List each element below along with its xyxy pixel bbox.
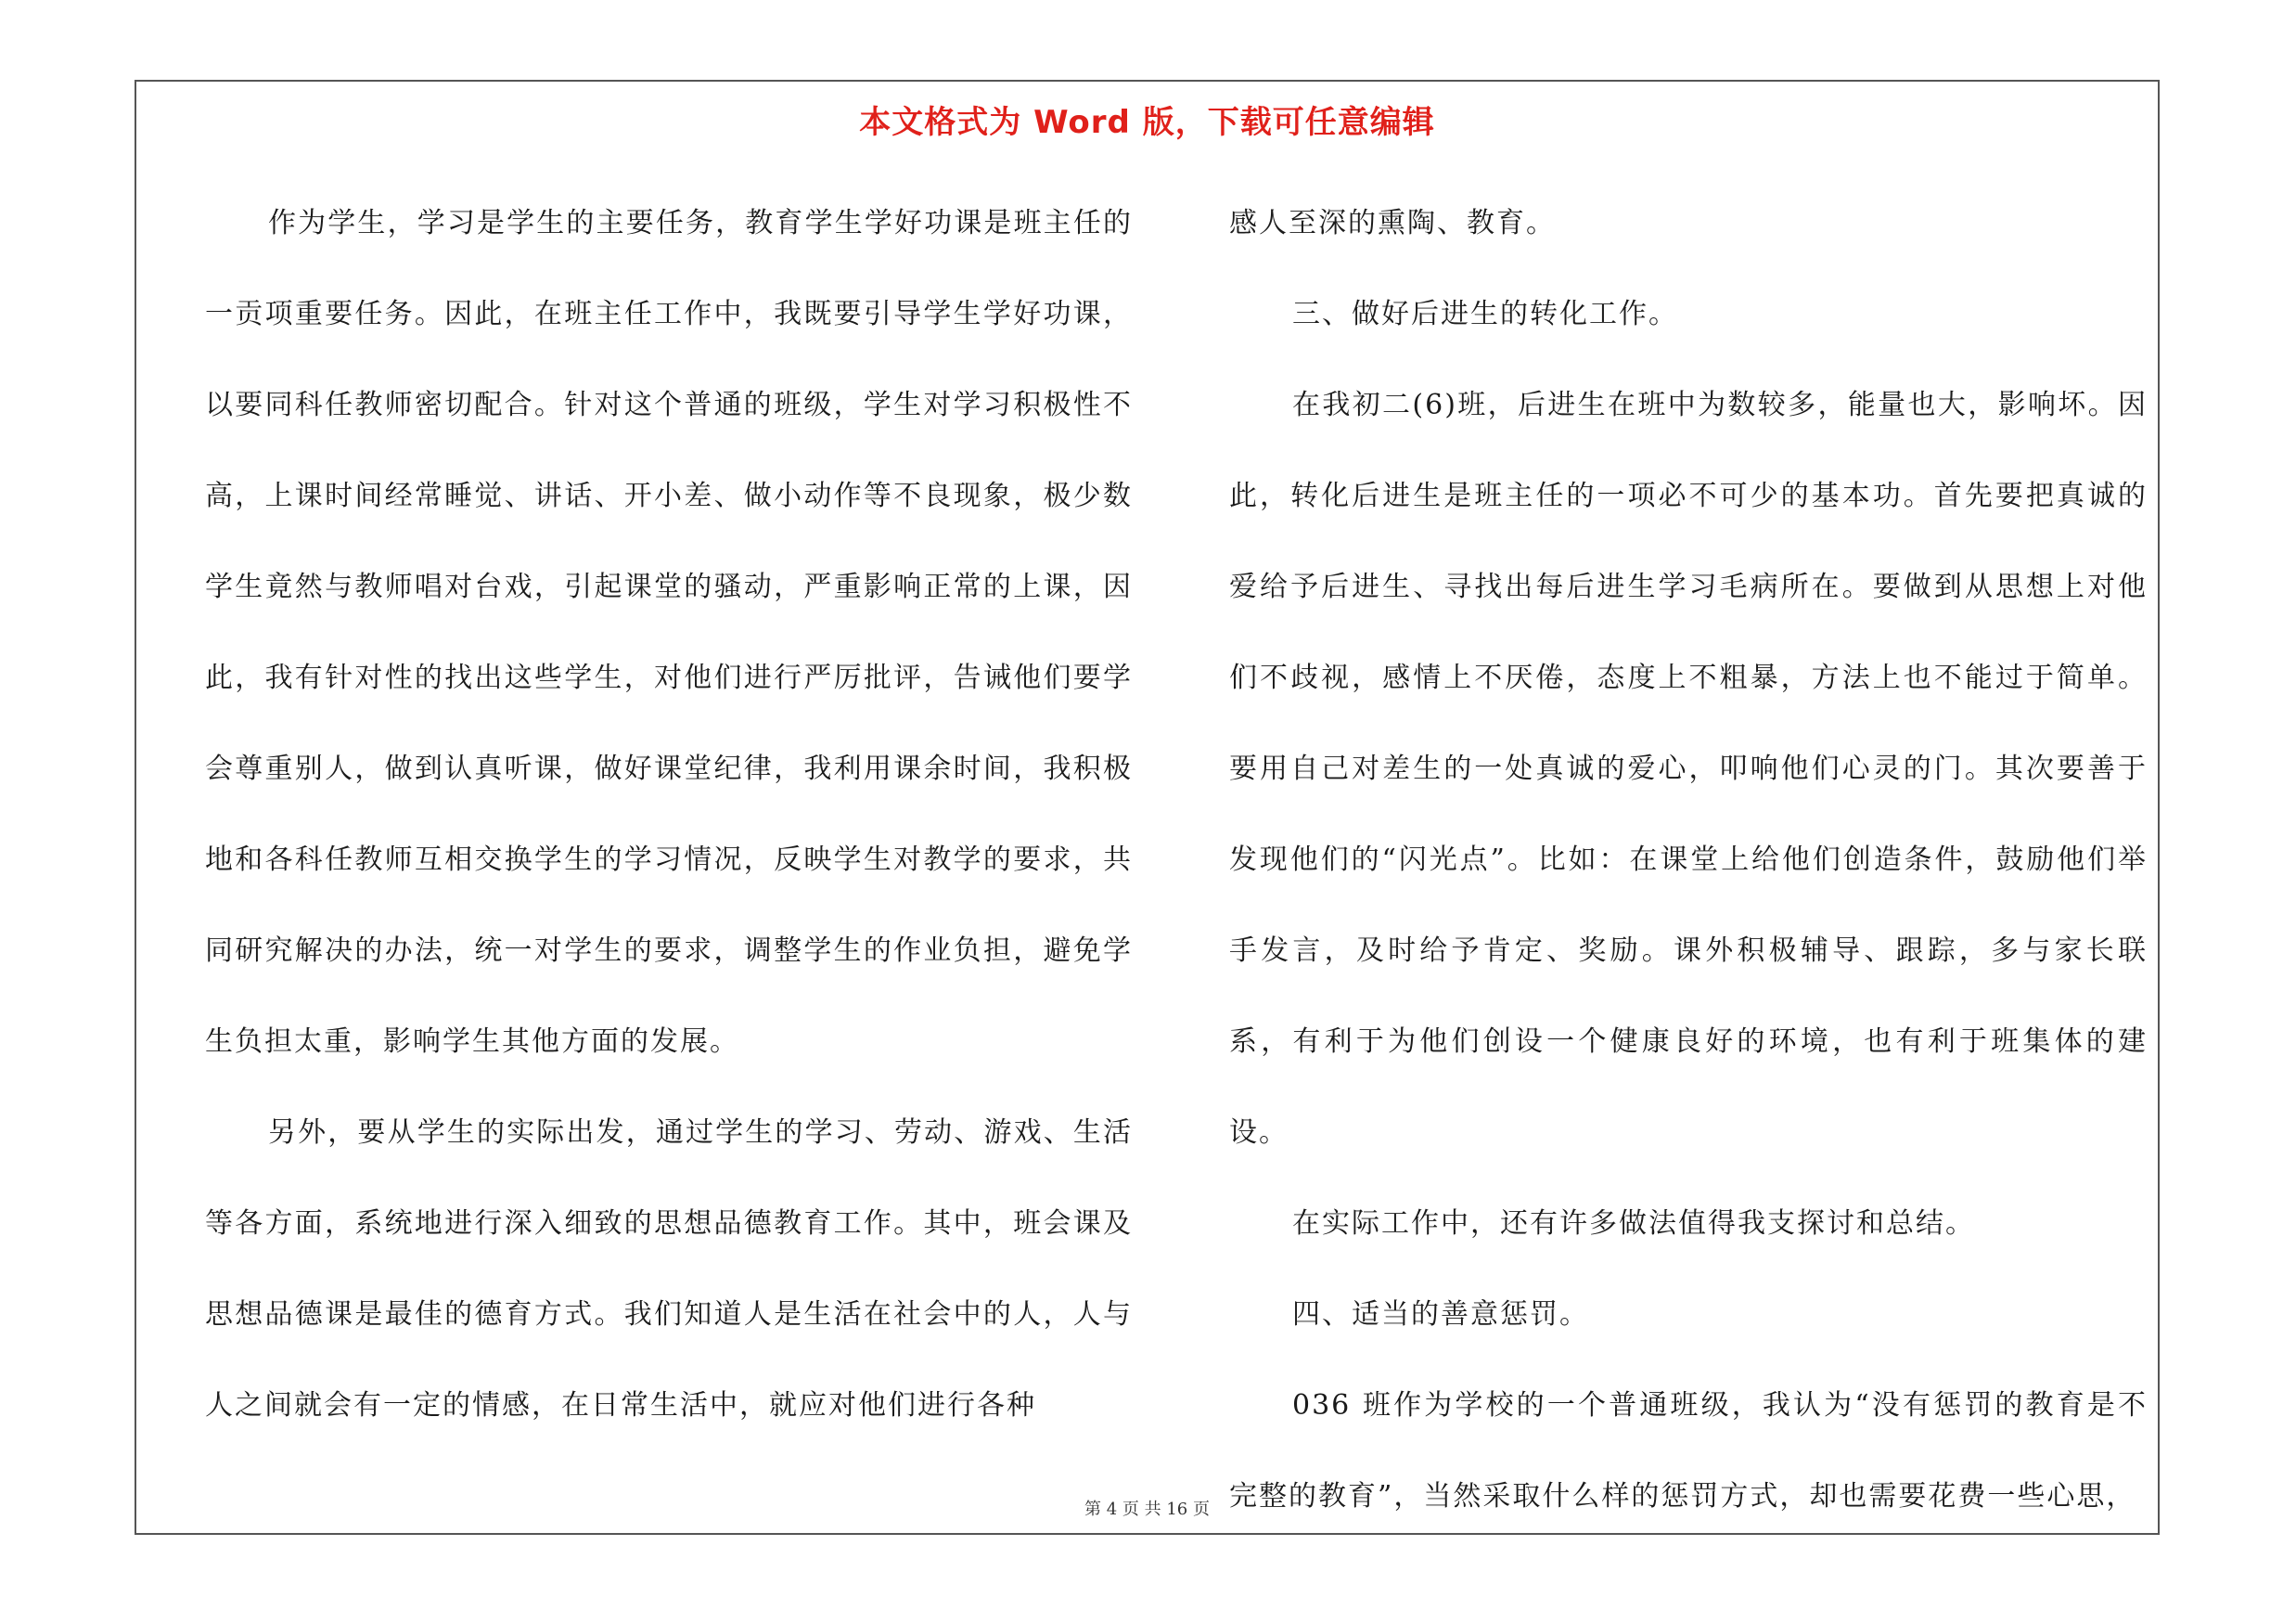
section-heading: 四、适当的善意惩罚。 <box>1292 1298 1589 1331</box>
section-heading: 三、做好后进生的转化工作。 <box>1292 298 1678 330</box>
paragraph: 在实际工作中，还有许多做法值得我支探讨和总结。 <box>1292 1207 1975 1240</box>
document-page <box>135 80 2160 1535</box>
paragraph: 作为学生，学习是学生的主要任务，教育学生学好功课是班主任的一贡项重要任务。因此，在班主任工作中，我既要引导学生学好功课，以要同科任教师密切配合。针对这个普通的班级，学生对学习积极性不高，上课时间经常睡觉、讲话、开小差、做小动作等不良现象，极少数学生竟然与教师唱对台戏，引起课堂的骚动，严重影响正常的上课，因此，我有针对性的找出这些学生，对他们进行严厉批评，告诫他们要学会尊重别人，做到认真听课，做好课堂纪律，我利用课余时间，我积极地和各科任教师互相交换学生的学习情况，反映学生对教学的要求，共同研究解决的办法，统一对学生的要求，调整学生的作业负担，避免学生负担太重，影响学生其他方面的发展。 <box>205 207 1133 1058</box>
paragraph: 感人至深的熏陶、教育。 <box>1229 207 1556 239</box>
paragraph: 036 班作为学校的一个普通班级，我认为“没有惩罚的教育是不完整的教育”，当然采取什么样的惩罚方式，却也需要花费一些心思， <box>1229 1389 2148 1513</box>
paragraph: 另外，要从学生的实际出发，通过学生的学习、劳动、游戏、生活等各方面，系统地进行深入细致的思想品德教育工作。其中，班会课及思想品德课是最佳的德育方式。我们知道人是生活在社会中的人，人与人之间就会有一定的情感，在日常生活中，就应对他们进行各种 <box>205 1116 1133 1422</box>
left-column <box>205 178 1133 1451</box>
paragraph: 在我初二(6)班，后进生在班中为数较多，能量也大，影响坏。因此，转化后进生是班主任的一项必不可少的基本功。首先要把真诚的爱给予后进生、寻找出每后进生学习毛病所在。要做到从思想上对他们不歧视，感情上不厌倦，态度上不粗暴，方法上也不能过于简单。要用自己对差生的一处真诚的爱心，叩响他们心灵的门。其次要善于发现他们的“闪光点”。比如：在课堂上给他们创造条件，鼓励他们举手发言，及时给予肯定、奖励。课外积极辅导、跟踪，多与家长联系，有利于为他们创设一个健康良好的环境，也有利于班集体的建设。 <box>1229 389 2148 1149</box>
page-number-footer: 第 4 页 共 16 页 <box>1084 1500 1210 1519</box>
format-banner: 本文格式为 Word 版，下载可任意编辑 <box>859 104 1435 141</box>
right-column <box>1229 178 2148 1542</box>
